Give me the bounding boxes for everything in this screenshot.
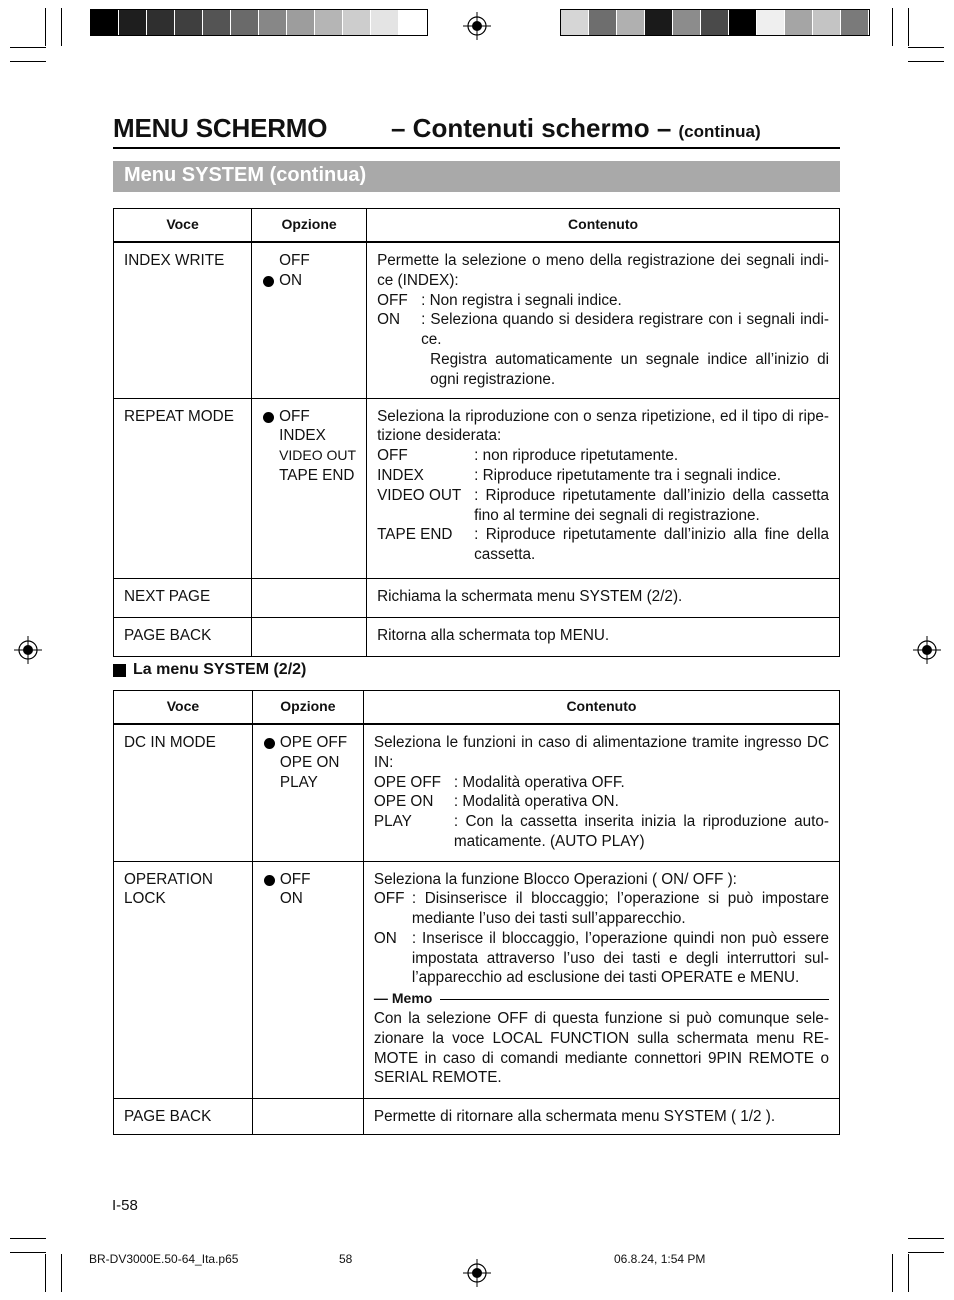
color-swatch <box>371 10 399 35</box>
table-header-row <box>114 691 840 725</box>
subheading-text: La menu SYSTEM (2/2) <box>133 661 307 678</box>
row-options <box>252 724 363 861</box>
def-value: : Modalità operativa ON. <box>453 793 619 811</box>
table-row <box>114 861 840 1098</box>
content-intro: Seleziona le funzioni in caso di alimentazione tramite ingresso DC IN: <box>373 734 829 771</box>
color-swatch <box>259 10 287 35</box>
color-swatch <box>841 10 869 35</box>
title-sub-text: – Contenuti schermo – <box>391 113 672 143</box>
square-bullet-icon <box>113 664 126 677</box>
table-header-row <box>114 209 840 243</box>
table-row <box>114 724 840 861</box>
def-value: : Riproduce ripetutamente dall’inizio della cassetta fino al termine dei segnali di registrazione. <box>474 486 829 524</box>
def-key: VIDEO OUT <box>377 486 462 504</box>
def-value: : Seleziona quando si desidera registrare con i segnali indi-ce. <box>421 311 829 349</box>
row-content: Permette di ritornare alla schermata menu SYSTEM ( 1/2 ). <box>363 1098 839 1135</box>
registration-mark-icon <box>463 12 491 40</box>
table-row <box>114 617 840 656</box>
content-def <box>374 889 829 929</box>
row-item-label: PAGE BACK <box>114 617 252 656</box>
option-value: TAPE END <box>279 466 355 484</box>
table-row <box>114 578 840 617</box>
row-item-label: PAGE BACK <box>114 1098 253 1135</box>
row-content <box>363 861 839 1098</box>
def-key: ON <box>373 929 397 947</box>
color-swatch <box>701 10 729 35</box>
content-def <box>377 446 829 466</box>
option-value: INDEX <box>279 427 326 445</box>
content-def <box>377 291 829 311</box>
def-value: : Inserisce il bloccaggio, l’operazione quindi non può essere impostata attraverso l’uso dei tasti e degli interruttori sul-l’apparecchio ad esclusione dei tasti OPERATE e MENU. <box>411 929 829 987</box>
row-item-label: DC IN MODE <box>114 724 253 861</box>
color-swatch <box>757 10 785 35</box>
row-content <box>367 398 840 578</box>
color-swatch <box>589 10 617 35</box>
def-value: : Non registra i segnali indice. <box>421 291 622 309</box>
option-value: ON <box>279 890 303 908</box>
table-row <box>114 398 840 578</box>
col-header-opzione: Opzione <box>252 209 367 243</box>
content-def <box>374 773 829 793</box>
color-swatch <box>729 10 757 35</box>
content-def <box>377 525 829 565</box>
content-def <box>374 792 829 812</box>
section-header <box>113 161 840 192</box>
color-swatch <box>813 10 841 35</box>
registration-mark-icon <box>913 636 941 664</box>
page-title <box>113 113 840 149</box>
option-value-default: ON <box>263 271 356 291</box>
memo-rule <box>440 999 829 1000</box>
title-continued: (continua) <box>678 122 761 141</box>
def-value: : Riproduce ripetutamente dall’inizio alla fine della cassetta. <box>474 526 829 564</box>
def-key: PLAY <box>373 813 412 831</box>
content-def <box>377 310 829 350</box>
def-key: OPE OFF <box>373 773 442 791</box>
color-swatch <box>399 10 427 35</box>
def-value: : Disinserisce il bloccaggio; l’operazione si può impostare mediante l’uso dei tasti sull’apparecchio. <box>411 890 829 928</box>
title-main: MENU SCHERMO <box>113 113 328 143</box>
color-swatch <box>785 10 813 35</box>
content-note: Registra automaticamente un segnale indice all’inizio di ogni registrazione. <box>430 350 829 388</box>
content-def <box>377 466 829 486</box>
def-key: OPE ON <box>373 793 434 811</box>
color-swatch <box>617 10 645 35</box>
def-key: OFF <box>373 890 405 908</box>
row-content: Ritorna alla schermata top MENU. <box>367 617 840 656</box>
option-value-default: OPE OFF <box>264 733 353 753</box>
color-bar-left <box>90 9 428 36</box>
row-options <box>252 398 367 578</box>
def-key: OFF <box>377 447 408 465</box>
row-item-label: NEXT PAGE <box>114 578 252 617</box>
color-bar-right <box>560 9 870 36</box>
row-content: Richiama la schermata menu SYSTEM (2/2). <box>367 578 840 617</box>
row-options <box>252 578 367 617</box>
color-swatch <box>315 10 343 35</box>
memo-text: Con la selezione OFF di questa funzione si può comunque sele-zionare la voce LOCAL FUNCTION sulla schermata menu RE-MOTE in caso di comandi mediante connettori 9PIN REMOTE o SERIAL REMOTE. <box>373 1010 829 1087</box>
col-header-voce: Voce <box>114 209 252 243</box>
def-value: : Modalità operativa OFF. <box>453 773 625 791</box>
def-value: : Con la cassetta inserita inizia la riproduzione auto-maticamente. (AUTO PLAY) <box>453 813 829 850</box>
title-sub <box>391 113 761 144</box>
memo-label: Memo <box>391 990 433 1007</box>
footer-sheet: 58 <box>339 1252 353 1266</box>
def-key: TAPE END <box>377 526 453 544</box>
option-value: VIDEO OUT <box>279 447 357 464</box>
color-swatch <box>231 10 259 35</box>
color-swatch <box>91 10 119 35</box>
content-intro: Permette la selezione o meno della registrazione dei segnali indi-ce (INDEX): <box>377 252 829 289</box>
row-options <box>252 617 367 656</box>
row-options <box>252 242 367 398</box>
registration-mark-icon <box>14 636 42 664</box>
content-def <box>374 812 829 852</box>
color-swatch <box>175 10 203 35</box>
option-value-default: OFF <box>264 870 353 890</box>
row-content <box>363 724 839 861</box>
registration-mark-icon <box>463 1259 491 1287</box>
option-value: OPE ON <box>279 753 340 771</box>
section-title: Menu SYSTEM (continua) <box>124 164 367 186</box>
option-value-default: OFF <box>263 407 356 427</box>
col-header-opzione: Opzione <box>252 691 363 725</box>
option-value: OFF <box>279 252 310 269</box>
def-key: OFF <box>377 291 408 309</box>
def-key: ON <box>377 311 401 329</box>
content-intro: Seleziona la funzione Blocco Operazioni ( ON/ OFF ): <box>373 870 737 888</box>
memo-heading <box>374 989 829 1009</box>
color-swatch <box>673 10 701 35</box>
menu-table-system-2 <box>113 690 840 1135</box>
def-value: : Riproduce ripetutamente tra i segnali indice. <box>474 466 782 484</box>
memo-dash: — <box>373 990 388 1007</box>
subheading <box>113 661 306 679</box>
def-key: INDEX <box>377 466 424 484</box>
footer-file: BR-DV3000E.50-64_Ita.p65 <box>89 1252 239 1266</box>
col-header-voce: Voce <box>114 691 253 725</box>
color-swatch <box>287 10 315 35</box>
footer-timestamp: 06.8.24, 1:54 PM <box>614 1252 706 1266</box>
row-content <box>367 242 840 398</box>
col-header-contenuto: Contenuto <box>367 209 840 243</box>
row-item-label: REPEAT MODE <box>114 398 252 578</box>
row-item-label: INDEX WRITE <box>114 242 252 398</box>
color-swatch <box>645 10 673 35</box>
row-item-label-line: LOCK <box>124 890 166 908</box>
content-def <box>374 929 829 988</box>
row-options <box>252 861 363 1098</box>
color-swatch <box>147 10 175 35</box>
menu-table-system-1 <box>113 208 840 657</box>
col-header-contenuto: Contenuto <box>363 691 839 725</box>
row-options <box>252 1098 363 1135</box>
row-item-label <box>114 861 253 1098</box>
color-swatch <box>561 10 589 35</box>
color-swatch <box>203 10 231 35</box>
row-item-label-line: OPERATION <box>124 870 213 888</box>
table-row <box>114 242 840 398</box>
content-def <box>377 486 829 526</box>
page-number: I-58 <box>112 1197 138 1214</box>
color-swatch <box>343 10 371 35</box>
option-value: PLAY <box>279 773 318 791</box>
def-value: : non riproduce ripetutamente. <box>474 447 679 465</box>
color-swatch <box>119 10 147 35</box>
content-intro: Seleziona la riproduzione con o senza ripetizione, ed il tipo di ripe-tizione desiderata: <box>377 407 829 445</box>
table-row <box>114 1098 840 1135</box>
